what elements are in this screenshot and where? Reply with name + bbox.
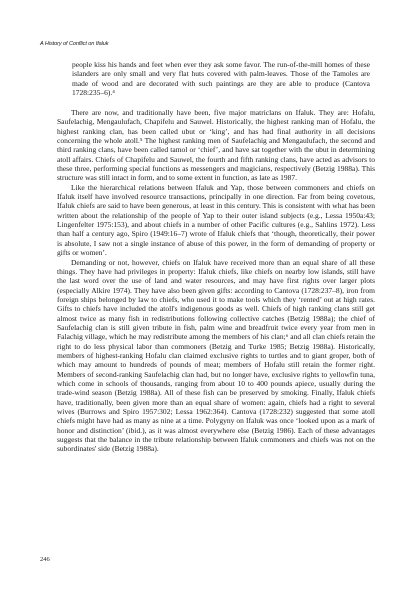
paragraph: There are now, and traditionally have been, five major matriclans on Ifaluk. They are: Hofalu, Saufelachig, Mengaulufach, Chapifelu and Sauwel. Historically, the highest ranking man of Hofalu, the highest ranking clan, has been called ubut or ‘king’, and has had final authority in all decisions concerning the whole atoll.⁵ The highest ranking men of Saufelachig and Mengaulufach, the second and third ranking clans, have been called tamol or ‘chief’, and have sat together with the ubut in determining atoll affairs. Chiefs of Chapifelu and Sauwel, the fourth and fifth ranking clans, have acted as advisors to these three, performing special functions as messengers and magicians, respectively (Betzig 1988a). This structure was still intact in form, and to some extent in function, as late as 1987. [57, 108, 375, 183]
paragraph: Demanding or not, however, chiefs on Ifaluk have received more than an equal share of all these things. They have had privileges in property: Ifaluk chiefs, like chiefs on nearby low islands, still have the last word over the use of land and water resources, and may have first rights over larger plots (especially Alkire 1974). They have also been given gifts: according to Cantova (1728:237–8), iron from foreign ships belonged by law to chiefs, who used it to make tools which they ‘rented’ out at high rates. Gifts to chiefs have included the atoll's indigenous goods as well. Chiefs of high ranking clans still get almost twice as many fish in redistributions following collective catches (Betzig 1988a); the chief of Saufelachig clan is still given tribute in fish, palm wine and breadfruit twice every year from men in Falachig village, which he may redistribute among the members of his clan;⁶ and all clan chiefs retain the right to do less physical labor than commoners (Betzig and Turke 1985; Betzig 1988a). Historically, members of highest-ranking Hofalu clan claimed exclusive rights to turtles and to giant groper, both of which may amount to hundreds of pounds of meat; members of Hofalu still retain the former right. Members of second-ranking Saufelachig clan had, but no longer have, exclusive rights to yellowfin tuna, which come in schools of thousands, ranging from about 10 to 400 pounds apiece, usually during the trade-wind season (Betzig 1988a). All of these fish can be preserved by smoking. Finally, Ifaluk chiefs have, traditionally, been given more than an equal share of women: again, chiefs had a right to several wives (Burrows and Spiro 1957:302; Lessa 1962:364). Cantova (1728:232) suggested that some atoll chiefs might have had as many as nine at a time. Polygyny on Ifaluk was once ‘looked upon as a mark of honor and distinction’ (ibid.), as it was almost everywhere else (Betzig 1986). Each of these advantages suggests that the balance in the tribute relationship between Ifaluk commoners and chiefs was not on the subordinates' side (Betzig 1988a). [57, 257, 375, 454]
running-header: A History of Conflict on Ifaluk [40, 41, 109, 47]
block-quote: people kiss his hands and feet when ever they ask some favor. The run-of-the-mill homes of these islanders are only small and very flat huts covered with palm-leaves. Those of the Tamoles are made of wood and are decorated with such paintings are they are able to produce (Cantova 1728:235–6).⁴ [72, 60, 370, 98]
body-text [57, 108, 375, 454]
page-number: 246 [40, 556, 50, 563]
paragraph: Like the hierarchical relations between Ifaluk and Yap, those between commoners and chiefs on Ifaluk itself have involved resource transactions, principally in one direction. Far from being covetous, Ifaluk chiefs are said to have been generous, at least in this century. This is consistent with what has been written about the relationship of the people of Yap to their outer island subjects (e.g., Lessa 1950a:43; Lingenfelter 1975:153), and about chiefs in a number of other Pacific cultures (e.g., Sahlins 1972). Less than half a century ago, Spiro (1949:16–7) wrote of Ifaluk chiefs that ‘though, theoretically, their power is absolute, I saw not a single instance of abuse of this power, in the form of demanding of property or gifts or women’. [57, 182, 375, 258]
